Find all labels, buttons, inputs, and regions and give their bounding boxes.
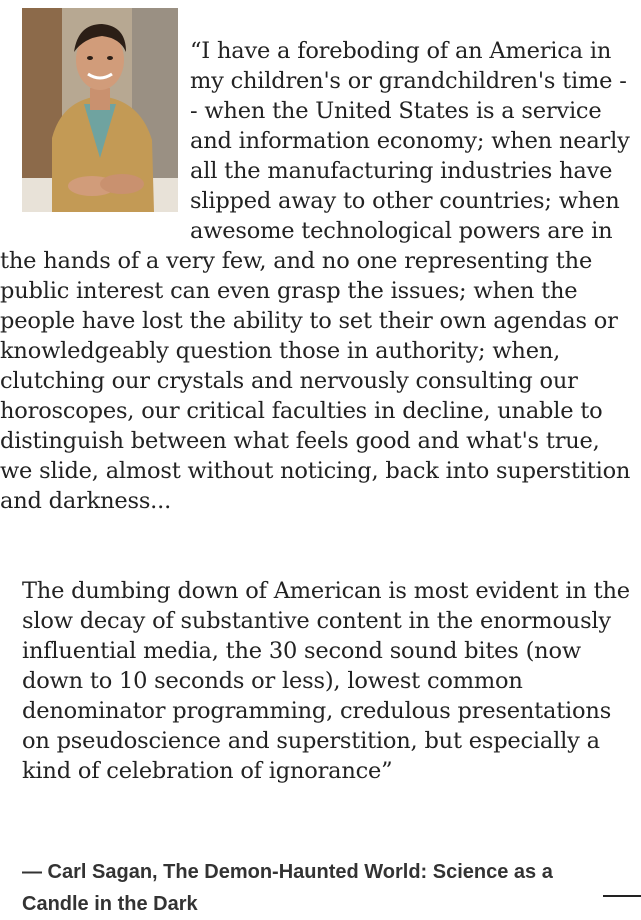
- quote-paragraph-1: “I have a foreboding of an America in my children's or grandchildren's time -- when the United States is a service and information economy; when nearly all the manufacturing industries have slipped away to other countries; when awesome technological powers are in the hands of a very few, and no one representing the public interest can even grasp the issues; when the people have lost the ability to set their own agendas or knowledgeably question those in authority; when, clutching our crystals and nervously consulting our horoscopes, our critical faculties in decline, unable to distinguish between what feels good and what's true, we slide, almost without noticing, back into superstition and darkness...: [0, 38, 631, 514]
- bottom-divider: [603, 895, 641, 897]
- quote-paragraph-2: The dumbing down of American is most evident in the slow decay of substantive content in the enormously influential media, the 30 second sound bites (now down to 10 seconds or less), lowest common denominator programming, credulous presentations on pseudoscience and superstition, but especially a kind of celebration of ignorance”: [22, 578, 630, 784]
- quote-attribution: — Carl Sagan, The Demon-Haunted World: Science as a Candle in the Dark: [22, 861, 553, 915]
- portrait-photo: [22, 8, 178, 212]
- person-portrait-icon: [22, 8, 178, 212]
